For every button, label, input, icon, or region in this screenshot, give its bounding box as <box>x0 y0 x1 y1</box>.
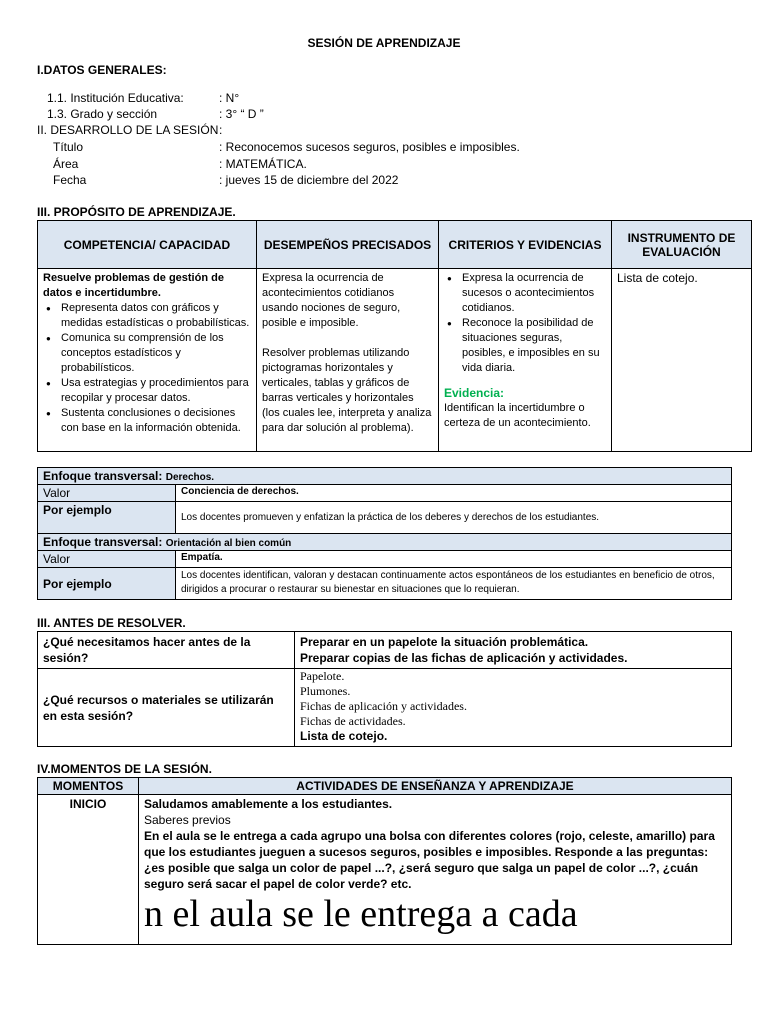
evidencia-text: Identifican la incertidumbre o certeza de un acontecimiento. <box>444 402 591 429</box>
large-text-line: n el aula se le entrega a cada <box>144 893 578 935</box>
titulo-label: Título <box>53 140 84 154</box>
inicio-activities <box>139 795 732 945</box>
valor-value: Conciencia de derechos. <box>176 485 732 502</box>
institucion-label: 1.1. Institución Educativa: <box>47 91 184 105</box>
antes-question-2: ¿Qué recursos o materiales se utilizarán en esta sesión? <box>38 669 295 747</box>
col-header-desempenos: DESEMPEÑOS PRECISADOS <box>257 221 439 269</box>
valor-value: Empatía. <box>176 551 732 568</box>
ejemplo-value: Los docentes identifican, valoran y destacan continuamente actos espontáneos de los estudiantes en beneficio de otros, dirigidos a procurar o restaurar su bienestar en situaciones que lo requieran. <box>176 568 732 600</box>
page-title: SESIÓN DE APRENDIZAJE <box>307 36 461 50</box>
competencia-title: Resuelve problemas de gestión de datos e incertidumbre. <box>43 272 224 299</box>
col-header-momentos: MOMENTOS <box>38 778 139 795</box>
material-item: Plumones. <box>300 684 351 698</box>
antes-answer-2 <box>295 669 732 747</box>
section-datos-heading: I.DATOS GENERALES: <box>37 63 167 77</box>
proposito-table <box>37 220 752 452</box>
material-item: Lista de cotejo. <box>300 729 388 743</box>
titulo-value: : Reconocemos sucesos seguros, posibles e imposibles. <box>219 140 520 154</box>
capacidad-item: ● Comunica su comprensión de los conceptos estadísticos y probabilísticos. <box>55 331 251 376</box>
activity-line: Saludamos amablemente a los estudiantes. <box>144 797 393 811</box>
fecha-value: : jueves 15 de diciembre del 2022 <box>219 173 399 187</box>
material-item: Papelote. <box>300 669 345 683</box>
enfoque-derechos-row <box>38 468 732 485</box>
antes-answer-line: Preparar copias de las fichas de aplicación y actividades. <box>300 651 628 665</box>
section-desarrollo-heading: II. DESARROLLO DE LA SESIÓN <box>37 123 219 137</box>
area-value: : MATEMÁTICA. <box>219 157 307 171</box>
desempeno-1: Expresa la ocurrencia de acontecimientos cotidianos usando nociones de seguro, posible e imposible. <box>262 272 401 329</box>
area-label: Área <box>53 157 79 171</box>
col-header-criterios: CRITERIOS Y EVIDENCIAS <box>439 221 612 269</box>
criterio-item: ● Reconoce la posibilidad de situaciones seguras, posibles, e imposibles en su vida diaria. <box>456 316 606 376</box>
antes-answer-line: Preparar en un papelote la situación problemática. <box>300 635 589 649</box>
material-item: Fichas de actividades. <box>300 714 406 728</box>
institucion-value: : N° <box>219 91 240 105</box>
enfoque-label: Enfoque transversal: <box>43 469 163 483</box>
capacidad-item: ● Representa datos con gráficos y medidas estadísticas o probabilísticas. <box>55 301 251 331</box>
enfoques-table <box>37 467 732 600</box>
inicio-label: INICIO <box>38 795 139 945</box>
competencia-cell <box>38 269 257 452</box>
momentos-table <box>37 777 732 945</box>
grado-value: : 3° “ D ” <box>219 107 264 121</box>
valor-label: Valor <box>38 485 176 502</box>
fecha-label: Fecha <box>53 173 87 187</box>
grado-label: 1.3. Grado y sección <box>47 107 158 121</box>
enfoque-label: Enfoque transversal: <box>43 535 163 549</box>
desempeno-2: Resolver problemas utilizando pictogramas horizontales y verticales, tablas y gráficos de barras verticales y horizontales (los cuales lee, interpreta y analiza para dar solución al problema). <box>262 347 432 434</box>
ejemplo-value: Los docentes promueven y enfatizan la práctica de los deberes y derechos de los estudiantes. <box>176 502 732 534</box>
col-header-actividades: ACTIVIDADES DE ENSEÑANZA Y APRENDIZAJE <box>139 778 732 795</box>
section-proposito-heading: III. PROPÓSITO DE APRENDIZAJE. <box>37 205 236 219</box>
desempenos-cell <box>257 269 439 452</box>
evidencia-label: Evidencia: <box>444 386 505 400</box>
col-header-instrumento: INSTRUMENTO DE EVALUACIÓN <box>612 221 752 269</box>
criterios-cell <box>439 269 612 452</box>
antes-question-1: ¿Qué necesitamos hacer antes de la sesión? <box>38 632 295 669</box>
col-header-competencia: COMPETENCIA/ CAPACIDAD <box>38 221 257 269</box>
antes-table <box>37 631 732 747</box>
ejemplo-label: Por ejemplo <box>38 568 176 600</box>
section-antes-heading: III. ANTES DE RESOLVER. <box>37 616 186 630</box>
section-momentos-heading: IV.MOMENTOS DE LA SESIÓN. <box>37 762 212 776</box>
enfoque-name: Derechos. <box>165 472 215 483</box>
desarrollo-colon: : <box>219 123 223 137</box>
instrumento-cell: Lista de cotejo. <box>612 269 752 452</box>
criterio-item: ● Expresa la ocurrencia de sucesos o acontecimientos cotidianos. <box>456 271 606 316</box>
capacidad-item: ● Sustenta conclusiones o decisiones con base en la información obtenida. <box>55 406 251 436</box>
enfoque-name: Orientación al bien común <box>165 538 292 549</box>
ejemplo-label: Por ejemplo <box>38 502 176 534</box>
activity-paragraph: En el aula se le entrega a cada agrupo una bolsa con diferentes colores (rojo, celeste, amarillo) para que los estudiantes jueguen a sucesos seguros, posibles e imposibles. Responde a las preguntas: ¿es posible que salga un color de papel ...?, ¿será seguro que salga un papel de color ...?, ¿cuán seguro será sacar el papel de color verde? etc. <box>144 829 715 891</box>
enfoque-bien-comun-row <box>38 534 732 551</box>
material-item: Fichas de aplicación y actividades. <box>300 699 467 713</box>
activity-line: Saberes previos <box>144 813 231 827</box>
antes-answer-1 <box>295 632 732 669</box>
valor-label: Valor <box>38 551 176 568</box>
capacidad-item: ● Usa estrategias y procedimientos para recopilar y procesar datos. <box>55 376 251 406</box>
